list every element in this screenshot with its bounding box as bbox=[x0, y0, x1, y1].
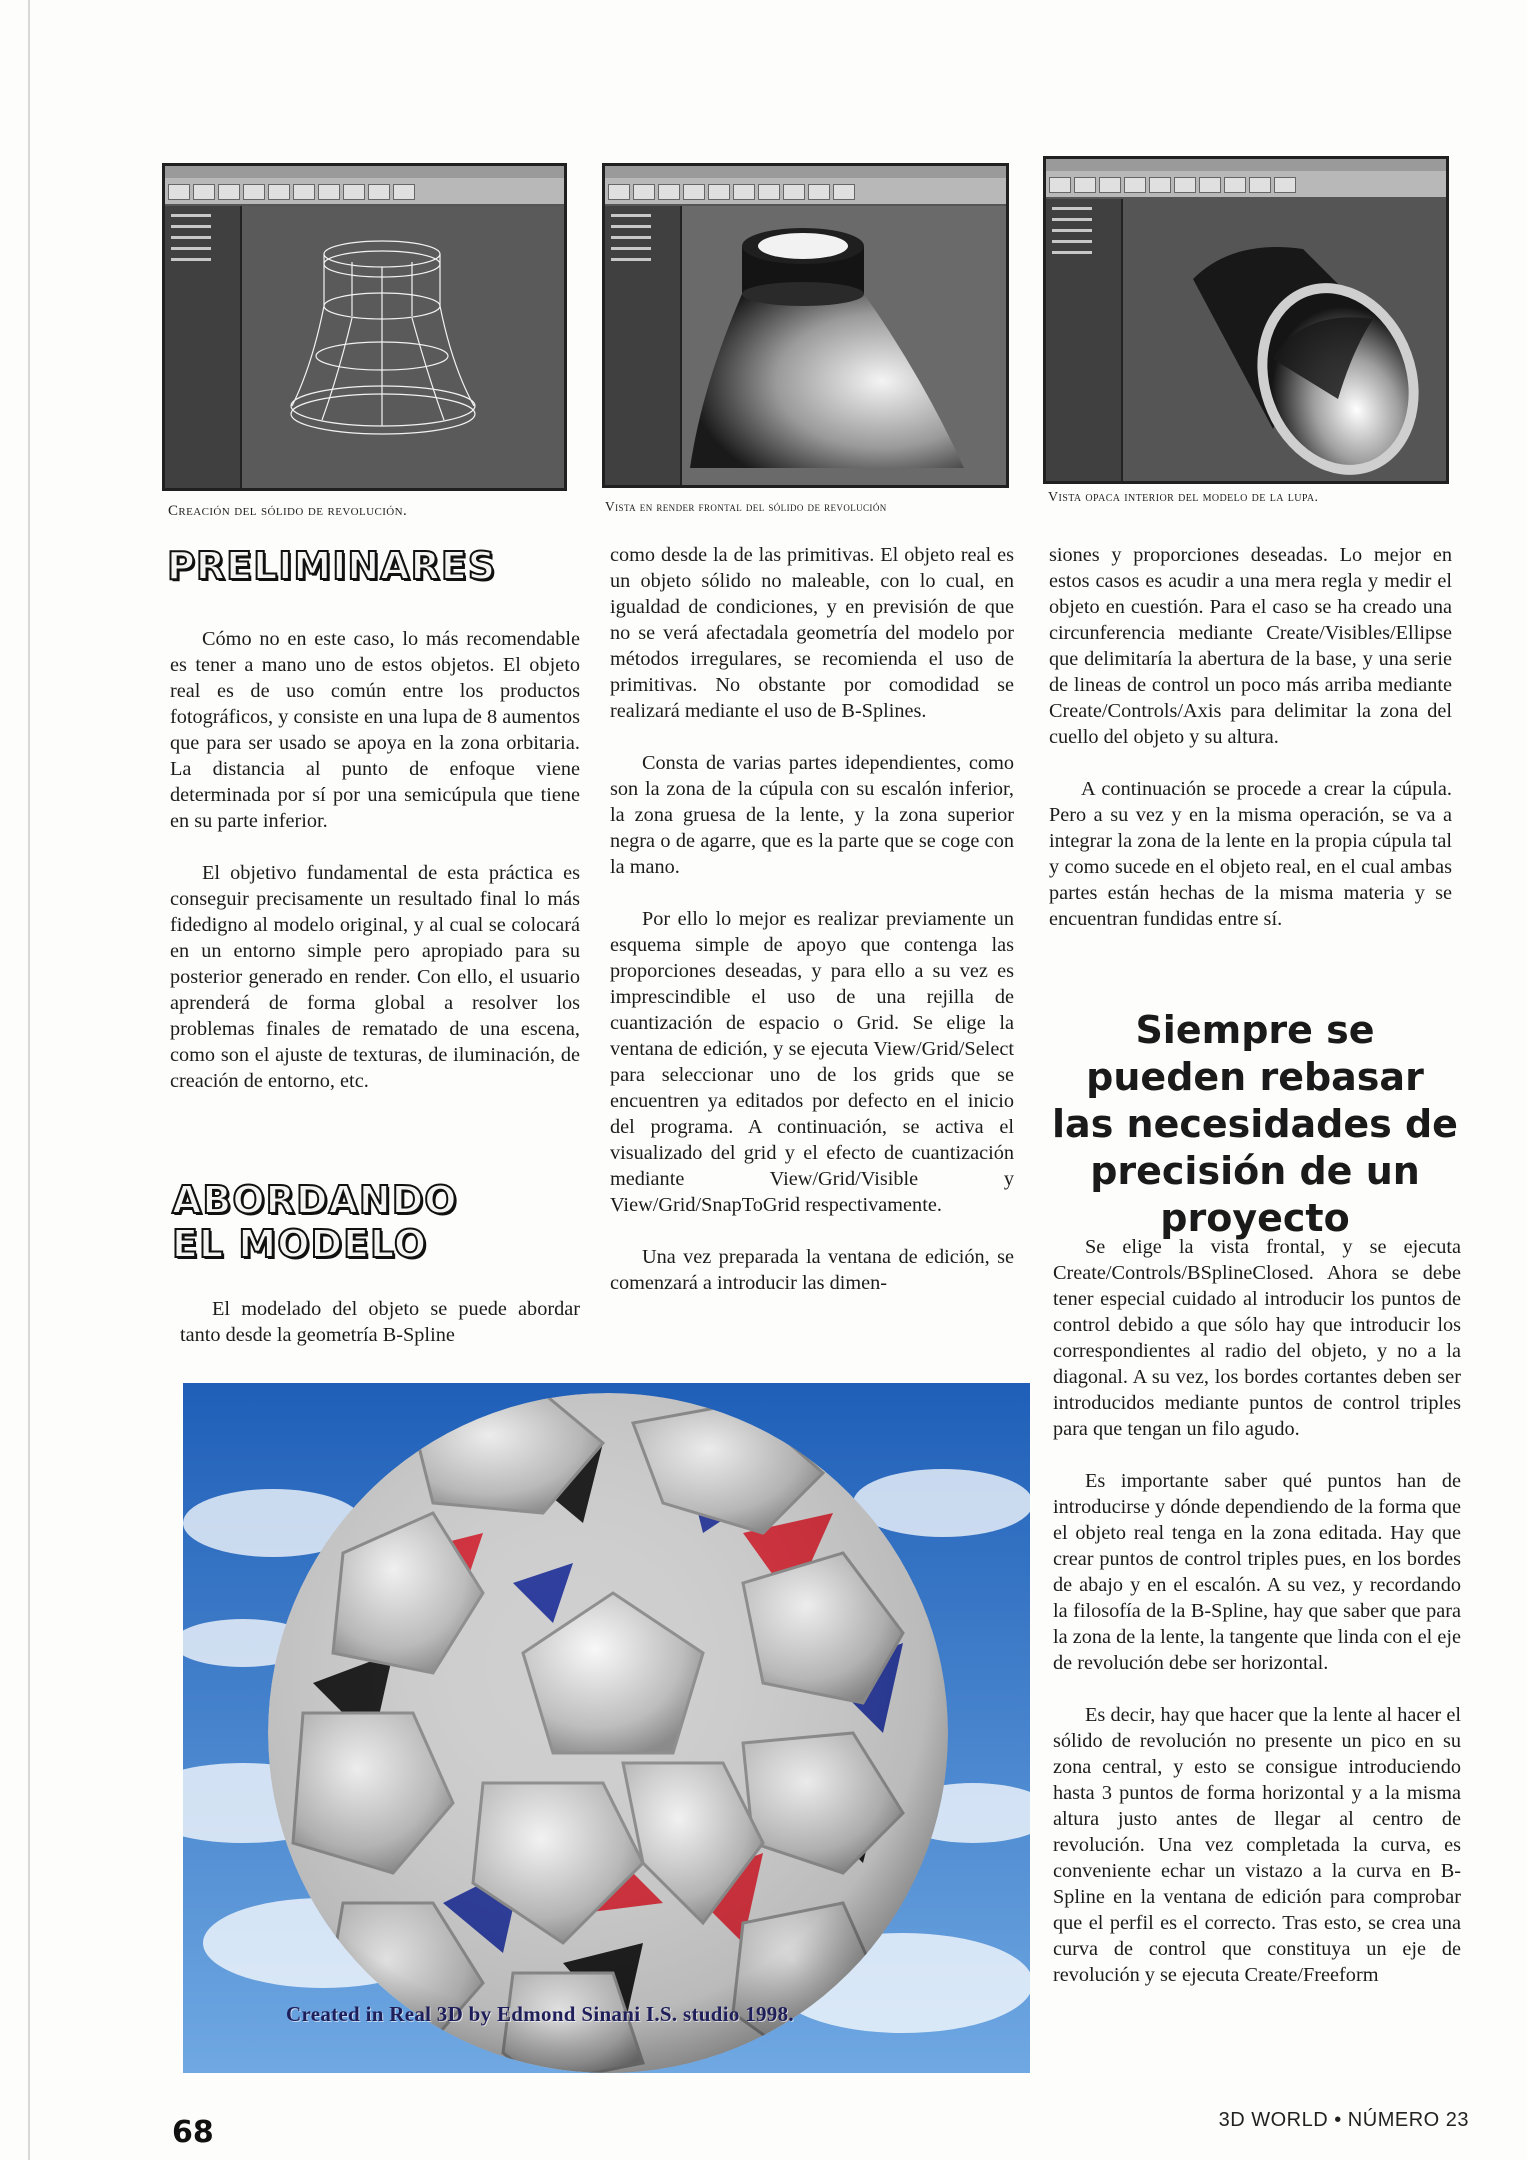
pull-quote: Siempre se pueden rebasar las necesidades de precisión de un proyecto bbox=[1052, 1008, 1458, 1240]
col3-paragraph-5: Es decir, hay que hacer que la lente al hacer el sólido de revolución no presente un pico en su zona central, y esto se consigue introduciendo hasta 3 puntos de forma horizontal y a la misma altura justo antes de llegar al centro de revolución. Una vez completada la curva, es conveniente echar un vistazo a la curva en B-Spline en la ventana de edición para comprobar que el perfil es el correcto. Tras esto, se crea una curva de control que constituya un eje de revolución y se ejecuta Create/Freeform bbox=[1053, 1704, 1461, 1986]
col3-paragraph-2: A continuación se procede a crear la cúpula. Pero a su vez y en la misma operación, se va a integrar la zona de la lente en la propia cúpula tal y como sucede en el objeto real, en el cual ambas partes están hechas de la misma materia y se encuentran fundidas entre sí. bbox=[1049, 778, 1452, 930]
col1-paragraph-1: Cómo no en este caso, lo más recomendable es tener a mano uno de estos objetos. El objeto real es de uso común entre los productos fotográficos, y consiste en una lupa de 8 aumentos que para ser usado se apoya en la zona orbitaria. La distancia al punto de enfoque viene determinada por sí por una semicúpula que tiene en su parte inferior. bbox=[170, 628, 580, 832]
col3-paragraph-4: Es importante saber qué puntos han de introducirse y dónde dependiendo de la forma que el objeto real tenga en la zona editada. Hay que crear puntos de control triples pues, en los bordes de abajo y en el escalón. A su vez, y recordando la filosofía de la B-Spline, hay que saber que para la zona de la lente, la tangente que linda con el eje de revolución debe ser horizontal. bbox=[1053, 1470, 1461, 1674]
figure-render-screenshot bbox=[602, 163, 1009, 488]
figure-wireframe-screenshot bbox=[162, 163, 567, 491]
wireframe-model-graphic bbox=[242, 206, 564, 491]
artwork-credit: Created in Real 3D by Edmond Sinani I.S. studio 1998. bbox=[286, 2002, 794, 2026]
col3-paragraph-3: Se elige la vista frontal, y se ejecuta Create/Controls/BSplineClosed. Ahora se debe tener especial cuidado al introducir los puntos de control debido a que sólo hay que introducir los correspondientes al radio del objeto, y no a la diagonal. A su vez, los bordes cortantes deben ser introducidos mediante puntos de control triples para que tengan un filo agudo. bbox=[1053, 1236, 1461, 1440]
column-3-bottom bbox=[1053, 1234, 1461, 2014]
heading-preliminares: PRELIMINARES bbox=[167, 544, 497, 588]
column-1-lead bbox=[180, 1296, 580, 1374]
col1-paragraph-3: El modelado del objeto se puede abordar tanto desde la geometría B-Spline bbox=[180, 1298, 580, 1346]
heading-abordando-line-1: ABORDANDO bbox=[172, 1178, 458, 1222]
col3-paragraph-1: siones y proporciones deseadas. Lo mejor en estos casos es acudir a una mera regla y medir el objeto en cuestión. Para el caso se ha creado una circunferencia mediante Create/Visibles/Ellipse que delimitaría la abertura de la base, y una serie de lineas de control un poco más arriba mediante Create/Controls/Axis para delimitar la zona del cuello del objeto y su altura. bbox=[1049, 544, 1452, 748]
col2-paragraph-3: Por ello lo mejor es realizar previamente un esquema simple de apoyo que contenga las proporciones deseadas, y para ello a su vez es imprescindible el uso de una rejilla de cuantización de espacio o Grid. Se elige la ventana de edición, y se ejecuta View/Grid/Select para seleccionar uno de los grids que se encuentren ya editados por defecto en el inicio del programa. A continuación, se activa el visualizado del grid y el efecto de cuantización mediante View/Grid/Visible y View/Grid/SnapToGrid respectivamente. bbox=[610, 908, 1014, 1216]
column-1-intro bbox=[170, 626, 580, 1120]
magazine-issue: 3D WORLD • NÚMERO 23 bbox=[1218, 2109, 1469, 2131]
heading-abordando-el-modelo bbox=[172, 1178, 458, 1266]
col2-paragraph-1: como desde la de las primitivas. El objeto real es un objeto sólido no maleable, con lo cual, en igualdad de condiciones, y en previsión de que no se verá afectadala geometría del modelo por métodos irregulares, se recomienda el uso de primitivas. No obstante por comodidad se realizará mediante el uso de B-Splines. bbox=[610, 544, 1014, 722]
render-model-graphic bbox=[682, 206, 1006, 488]
col2-paragraph-4: Una vez preparada la ventana de edición, se comenzará a introducir las dimen- bbox=[610, 1246, 1014, 1294]
heading-abordando-line-2: EL MODELO bbox=[172, 1222, 428, 1266]
football-artwork bbox=[183, 1383, 1030, 2073]
figure-2-caption: Vista en render frontal del sólido de revolución bbox=[605, 499, 887, 514]
col1-paragraph-2: El objetivo fundamental de esta práctica es conseguir precisamente un resultado final lo más fidedigno al modelo original, y al cual se colocará en un entorno simple pero apropiado para su posterior generado en render. Con ello, el usuario aprenderá de forma global a resolver los problemas finales de rematado de una escena, como son el ajuste de texturas, de iluminación, de creación de entorno, etc. bbox=[170, 862, 580, 1092]
binding-edge bbox=[28, 0, 30, 2160]
figure-interior-screenshot bbox=[1043, 156, 1449, 484]
figure-3-caption: Vista opaca interior del modelo de la lupa. bbox=[1048, 490, 1319, 505]
page-number: 68 bbox=[172, 2115, 214, 2150]
col2-paragraph-2: Consta de varias partes idependientes, como son la zona de la cúpula con su escalón inferior, la zona gruesa de la lente, y la zona superior negra o de agarre, que es la parte que se coge con la mano. bbox=[610, 752, 1014, 878]
interior-model-graphic bbox=[1123, 199, 1446, 484]
column-3-top bbox=[1049, 542, 1452, 958]
column-2 bbox=[610, 542, 1014, 1322]
figure-1-caption: Creación del sólido de revolución. bbox=[168, 503, 408, 519]
football-render-graphic bbox=[183, 1383, 1030, 2073]
